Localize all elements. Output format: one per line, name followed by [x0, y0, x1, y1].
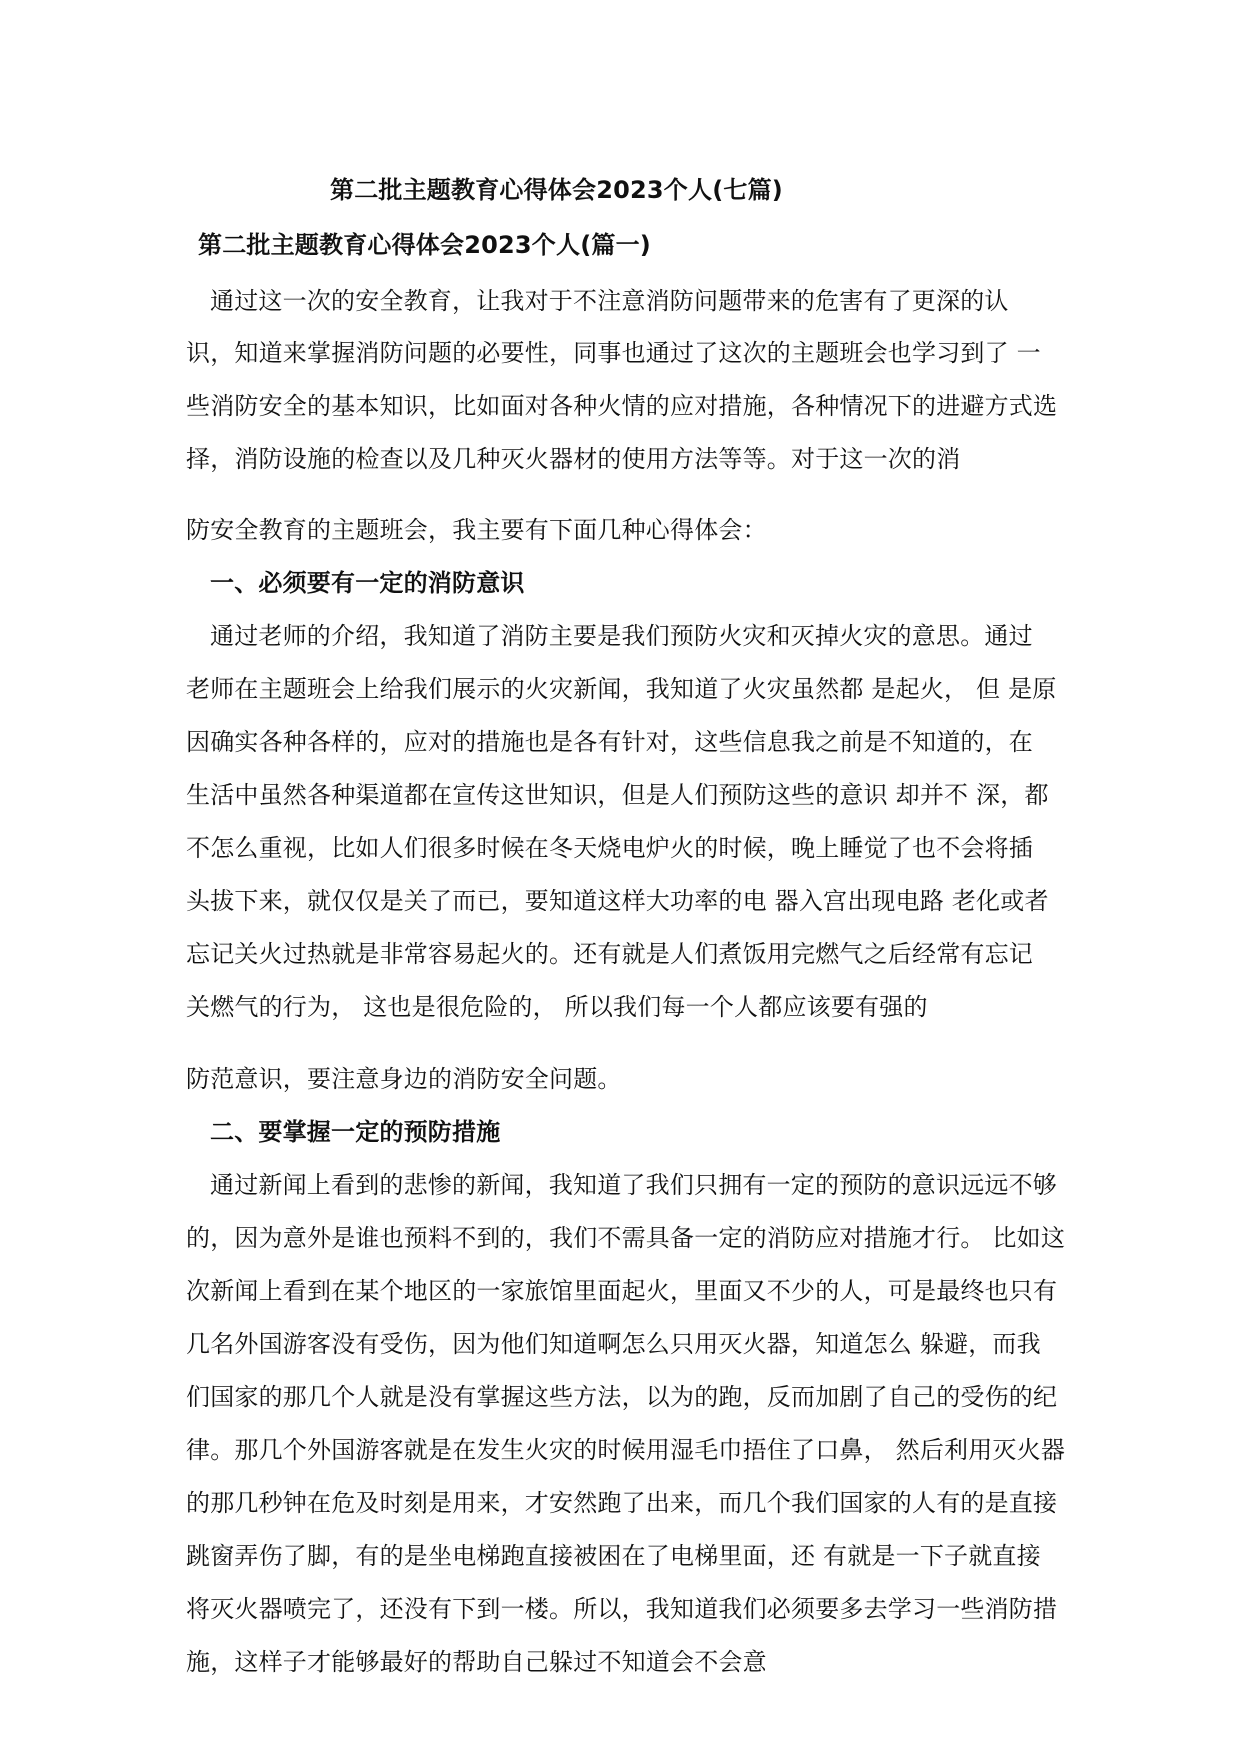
paragraph-line: 律。那几个外国游客就是在发生火灾的时候用湿毛巾捂住了口鼻， 然后利用灭火器: [186, 1436, 1066, 1464]
paragraph-line: 防范意识，要注意身边的消防安全问题。: [186, 1065, 622, 1093]
paragraph-line: 老师在主题班会上给我们展示的火灾新闻，我知道了火灾虽然都 是起火， 但 是原: [186, 675, 1057, 703]
paragraph-line: 不怎么重视，比如人们很多时候在冬天烧电炉火的时候，晚上睡觉了也不会将插: [186, 834, 1033, 862]
paragraph-line: 们国家的那几个人就是没有掌握这些方法，以为的跑，反而加剧了自己的受伤的纪: [186, 1383, 1058, 1411]
paragraph-line: 几名外国游客没有受伤，因为他们知道啊怎么只用灭火器，知道怎么 躲避，而我: [186, 1330, 1041, 1358]
paragraph-line: 关燃气的行为， 这也是很危险的， 所以我们每一个人都应该要有强的: [186, 993, 928, 1021]
document-title: 第二批主题教育心得体会2023个人(七篇): [330, 176, 783, 204]
paragraph-line: 些消防安全的基本知识，比如面对各种火情的应对措施，各种情况下的进避方式选: [186, 392, 1058, 420]
paragraph-line: 防安全教育的主题班会，我主要有下面几种心得体会：: [186, 516, 767, 544]
paragraph-line: 通过这一次的安全教育，让我对于不注意消防问题带来的危害有了更深的认: [210, 287, 1009, 315]
section-subtitle: 第二批主题教育心得体会2023个人(篇一): [198, 231, 651, 259]
paragraph-line: 的那几秒钟在危及时刻是用来，才安然跑了出来，而几个我们国家的人有的是直接: [186, 1489, 1058, 1517]
section-heading: 二、要掌握一定的预防措施: [210, 1118, 501, 1146]
paragraph-line: 的，因为意外是谁也预料不到的，我们不需具备一定的消防应对措施才行。 比如这: [186, 1224, 1066, 1252]
paragraph-line: 头拔下来，就仅仅是关了而已，要知道这样大功率的电 器入宫出现电路 老化或者: [186, 887, 1049, 915]
paragraph-line: 跳窗弄伤了脚，有的是坐电梯跑直接被困在了电梯里面，还 有就是一下子就直接: [186, 1542, 1041, 1570]
paragraph-line: 通过新闻上看到的悲惨的新闻，我知道了我们只拥有一定的预防的意识远远不够: [210, 1171, 1057, 1199]
paragraph-line: 择，消防设施的检查以及几种灭火器材的使用方法等等。对于这一次的消: [186, 445, 961, 473]
paragraph-line: 施，这样子才能够最好的帮助自己躲过不知道会不会意: [186, 1648, 767, 1676]
paragraph-line: 将灭火器喷完了，还没有下到一楼。所以，我知道我们必须要多去学习一些消防措: [186, 1595, 1058, 1623]
paragraph-line: 生活中虽然各种渠道都在宣传这世知识，但是人们预防这些的意识 却并不 深，都: [186, 781, 1049, 809]
section-heading: 一、必须要有一定的消防意识: [210, 569, 525, 597]
paragraph-line: 通过老师的介绍，我知道了消防主要是我们预防火灾和灭掉火灾的意思。通过: [210, 622, 1033, 650]
paragraph-line: 次新闻上看到在某个地区的一家旅馆里面起火，里面又不少的人，可是最终也只有: [186, 1277, 1058, 1305]
paragraph-line: 识，知道来掌握消防问题的必要性，同事也通过了这次的主题班会也学习到了 一: [186, 339, 1041, 367]
paragraph-line: 忘记关火过热就是非常容易起火的。还有就是人们煮饭用完燃气之后经常有忘记: [186, 940, 1033, 968]
paragraph-line: 因确实各种各样的，应对的措施也是各有针对，这些信息我之前是不知道的，在: [186, 728, 1033, 756]
